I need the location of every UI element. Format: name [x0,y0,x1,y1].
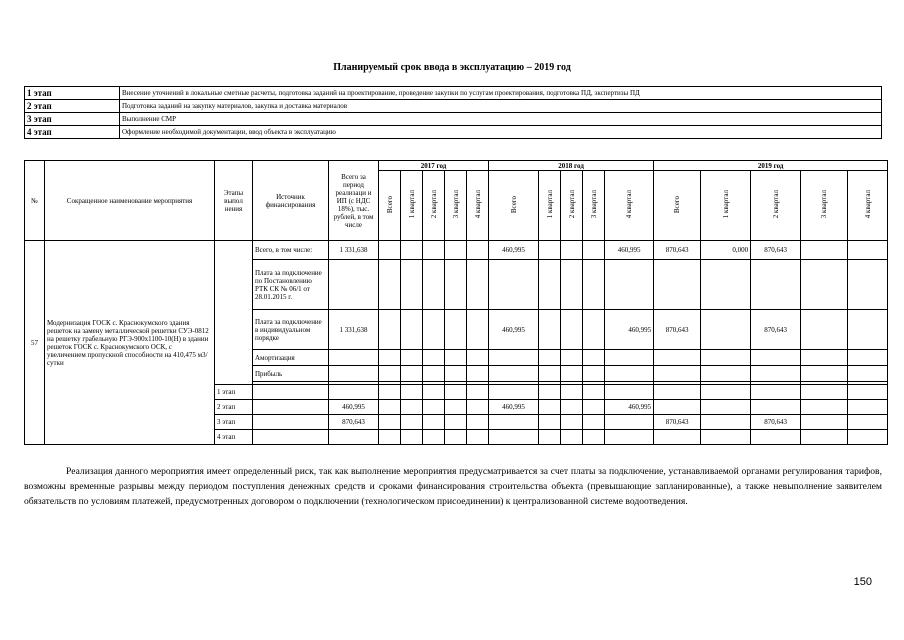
stage-2019-q2: 870,643 [751,415,801,430]
col-vsego-header: Всего [385,195,394,214]
stage-2018: 460,995 [489,400,539,415]
col-q3-header: 3 квартал [589,190,598,219]
source-fee-label: Плата за подключение по Постановлению РТК СК № 06/1 от 28.01.2015 г. [253,260,329,310]
measure-name: Модернизация ГОСК с. Краснокумского здания решеток на замену металлической решетки СУЭ-0812 на решетку грабельную РГЭ-900х1100-10(Н) в здании решеток ГОСК с. Краснокумского ОСК, с увеличением пропускной способности на 410,475 м3/сутки [45,241,215,445]
col-q1-header: 1 квартал [407,190,416,219]
source-amortization-label: Амортизация [253,350,329,366]
stage-name: 1 этап [25,87,120,100]
stage-row [25,113,882,126]
financing-table [24,160,888,445]
header-row-years [25,161,888,171]
stage-row [25,100,882,113]
col-q1-header: 1 квартал [721,190,730,219]
col-q1-header: 1 квартал [545,190,554,219]
year-2018-header: 2018 год [489,161,654,171]
col-name-header: Сокращенное наименование мероприятия [45,161,215,241]
stage-label: 4 этап [215,430,253,445]
risk-paragraph: Реализация данного мероприятия имеет определенный риск, так как выполнение мероприятия предусматривается за счет платы за подключение, устанавливаемой органами регулирования тарифов, возможны временные разрывы между периодом поступления денежных средств и сроками финансирования строительства объекта (превышающие запланированные), а также невыполнение заявителем обязательств по условиям платежей, предусмотренных договором о подключении (технологическом присоединении) к централизованной системе водоотведения. [24,466,882,507]
col-q4-header: 4 квартал [625,190,634,219]
col-q3-header: 3 квартал [820,190,829,219]
stage-label: 2 этап [215,400,253,415]
stage-name: 2 этап [25,100,120,113]
stages-table [24,86,882,139]
stage-2018-q4: 460,995 [605,400,654,415]
total-2019-q2: 870,643 [751,241,801,260]
source-total-label: Всего, в том числе: [253,241,329,260]
table-row-total [25,241,888,260]
source-profit-label: Прибыль [253,366,329,382]
stage-description: Выполнение СМР [120,113,882,126]
col-num-header: № [25,161,45,241]
stage-total: 870,643 [329,415,379,430]
year-2019-header: 2019 год [654,161,888,171]
col-q2-header: 2 квартал [771,190,780,219]
col-total-header: Всего за период реализаци и ИП (с НДС 18%), тыс. рублей, в том числе [329,161,379,241]
stage-total: 460,995 [329,400,379,415]
total-2018-q4: 460,995 [605,241,654,260]
stage-description: Оформление необходимой документации, ввод объекта в эксплуатацию [120,126,882,139]
col-source-header: Источник финансирования [253,161,329,241]
stage-2019: 870,643 [654,415,701,430]
stage-description: Подготовка заданий на закупку материалов, закупка и доставка материалов [120,100,882,113]
individual-2019: 870,643 [654,310,701,350]
page-number: 150 [853,576,872,588]
stage-row [25,126,882,139]
col-q2-header: 2 квартал [429,190,438,219]
stage-label: 3 этап [215,415,253,430]
row-number: 57 [25,241,45,445]
year-2017-header: 2017 год [379,161,489,171]
individual-2018: 460,995 [489,310,539,350]
stage-name: 4 этап [25,126,120,139]
stage-label: 1 этап [215,385,253,400]
col-q2-header: 2 квартал [567,190,576,219]
total-2018: 460,995 [489,241,539,260]
total-value: 1 331,638 [329,241,379,260]
stage-description: Внесение уточнений в локальные сметные расчеты, подготовка заданий на проектирование, проведение закупки по услугам проектирования, подготовка ПД, экспертизы ПД [120,87,882,100]
total-2019: 870,643 [654,241,701,260]
source-individual-label: Плата за подключение в индивидуальном порядке [253,310,329,350]
col-vsego-header: Всего [673,195,682,214]
col-q4-header: 4 квартал [863,190,872,219]
col-vsego-header: Всего [509,195,518,214]
individual-value: 1 331,638 [329,310,379,350]
individual-2019-q2: 870,643 [751,310,801,350]
col-q3-header: 3 квартал [451,190,460,219]
col-stages-header: Этапы выпол нения [215,161,253,241]
stage-name: 3 этап [25,113,120,126]
total-2019-q1: 0,000 [701,241,751,260]
page-title: Планируемый срок ввода в эксплуатацию – 2019 год [333,62,571,73]
stage-row [25,87,882,100]
individual-2018-q4: 460,995 [605,310,654,350]
col-q4-header: 4 квартал [473,190,482,219]
